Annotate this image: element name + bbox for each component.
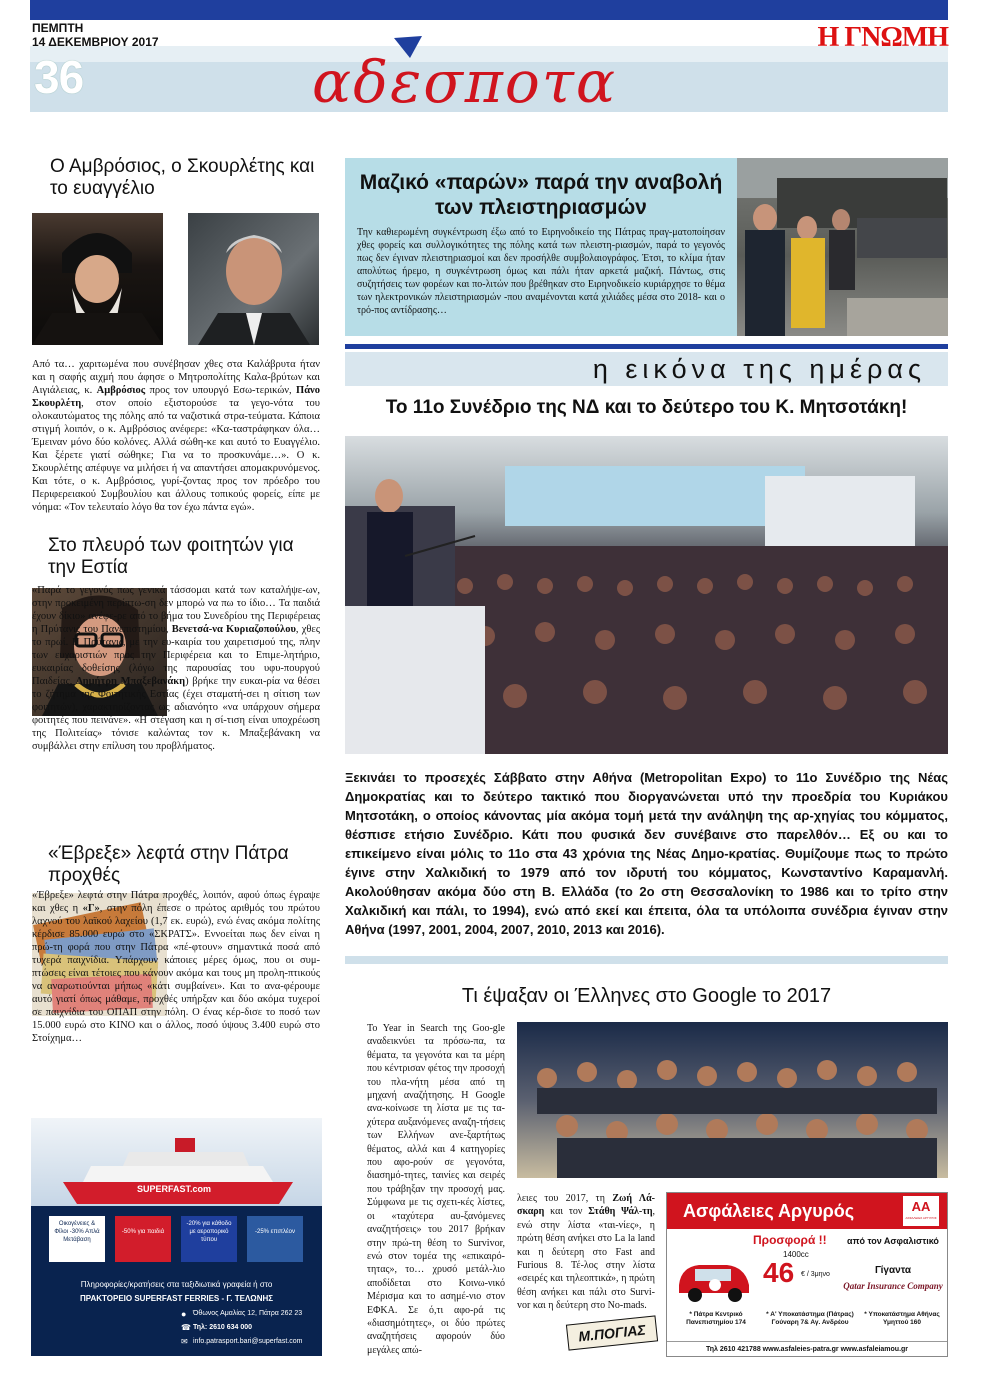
insurance-price: 46 [763, 1257, 795, 1288]
pleistiriasmoi-title: Μαζικό «παρών» παρά την αναβολή των πλειστηριασμών [359, 171, 723, 219]
picture-of-day-title: Το 11ο Συνέδριο της ΝΔ και το δεύτερο του Κ. Μητσοτάκη! [385, 397, 908, 418]
page-number: 36 [34, 51, 84, 103]
insurance-branch-1: * Πάτρα Κεντρικό Πανεπιστημίου 174 [686, 1311, 746, 1326]
email-icon: ✉ [181, 1337, 188, 1346]
photo-survivor [517, 1022, 948, 1178]
superfast-address: Όθωνος Αμαλίας 12, Πάτρα 262 23 [193, 1310, 303, 1317]
insurance-footer[interactable]: Τηλ 2610 421788 www.asfaleies-patra.gr www.asfaleiamou.gr [667, 1341, 947, 1356]
rule-under-top [345, 344, 948, 349]
superfast-brand: SUPERFAST.com [137, 1184, 212, 1194]
insurance-company: Qatar Insurance Company [843, 1281, 943, 1291]
newspaper-logo: Η ΓΝΩΜΗ [817, 22, 948, 53]
picture-of-day-label [345, 352, 948, 386]
lefta-body: «Έβρεξε» λεφτά στην Πάτρα προχθές, λοιπόν, αφού όπως έγραψε και χθες η «Γ», στην πόλη έπεσε ο πρώτος αριθμός του πρώτου λαχνού του λαϊκού λαχείου (1,7 εκ. ευρώ), ενώ ένας ακόμα πολίτης κέρδισε 85.000 ευρώ στο «ΣΚΡΑΤΣ». Εννοείται πως δεν είναι η πρώ-τη φορά που στην Πάτρα «πέ-φτουν» σημαντικά ποσά από τυχερά παιχνίδια. Υπάρχουν κάποιες μέρες όμως, που οι συμ-πτώσεις είναι τέτοιες που κάνουν ακόμα και τους μη προλη-πτικούς να αναρωτιούνται μήπως «κάτι συμβαίνει». Και το ανα-φέρουμε αυτό γιατί όπως μάθαμε, προχθές υπήρξαν και δύο ακόμα τυχεροί σε παιχνίδια του ΟΠΑΠ στην πόλη. Ο ένας κέρ-δισε το ποσό των 15.000 ευρώ στο ΚΙΝΟ και ο άλλος, ποσό ύψους 3.400 ευρώ στο Στοίχημα… [32, 890, 320, 1044]
phone-icon: ☎ [181, 1323, 191, 1332]
ferry-ship-icon [43, 1132, 311, 1212]
location-pin-icon: ● [181, 1309, 187, 1319]
insurance-from: από τον Ασφαλιστικό [847, 1236, 939, 1246]
insurance-header [667, 1193, 947, 1229]
section-title: αδεσποτα [312, 48, 618, 116]
picture-of-day-label-text: η εικόνα της ημέρας [592, 354, 926, 384]
superfast-ad[interactable] [31, 1118, 322, 1356]
insurance-logo-mark: ΑΑ [911, 1199, 931, 1214]
superfast-offer-1: Οικογένειες & Φίλοι -30% Απλά Μετάβαση [49, 1216, 105, 1262]
insurance-giant: Γίγαντα [874, 1265, 912, 1276]
survivor-group-icon [517, 1022, 948, 1178]
signature-stamp: Μ.ΠΟΓΙΑΣ [566, 1315, 658, 1350]
insurance-logo-sub: ΑΣΦΑΛΕΙΕΣ ΑΡΓΥΡΟΣ [905, 1216, 937, 1220]
foitites-title: Στο πλευρό των φοιτητών για την Εστία [48, 535, 294, 578]
pleistiriasmoi-body: Την καθιερωμένη συγκέντρωση έξω από το Ειρηνοδικείο της Πάτρας πραγ-ματοποίησαν χθες φορείς και συλλογικότητες της πόλης κατά των πλειστη-ριασμών, παρά το γεγονός πως δεν έγιναν πλειστηριασμοί και δεν προσήλθε συμβολαιογράφος. Έτσι, το κλίμα ήταν απολύτως ήρεμο, η συγκέντρωση όμως και πάλι ήταν αρκετά μαζική. Πάντως, στις συζητήσεις των φορέων και πο-λιτών που βρέθηκαν στο Ειρηνοδικείο κυριάρχησε το θέμα των ηλεκτρονικών πλειστηριασμών -που αναμένονται κατά χιλιάδες μέσα στο 2018- και ο τρό-πος αντίδρασης… [357, 227, 725, 316]
insurance-branch-3: * Υποκατάστημα Αθήνας Υμηττού 160 [864, 1311, 940, 1326]
lefta-title: «Έβρεξε» λεφτά στην Πάτρα προχθές [48, 843, 289, 886]
photo-protest [737, 158, 948, 336]
google-title: Τι έψαξαν οι Έλληνες στο Google το 2017 [461, 985, 832, 1007]
superfast-offer-2: -50% για παιδιά [115, 1216, 171, 1262]
amvrosios-body: Από τα… χαριτωμένα που συνέβησαν χθες στα Καλάβρυτα ήταν και η σαφής αιχμή που άφησε ο Μητροπολίτης Καλα-βρύτων και Αιγιάλειας, κ. Αμβρόσιος προς τον υπουργό Εσω-τερικών, Πάνο Σκουρλέτη, στον οποίο εξιστορούσε τα γεγο-νότα του ολοκαυτώματος της πόλης από τα ναζιστικά στρα-τεύματα. Κάποια στιγμή λοιπόν, ο κ. Αμβρόσιος ανέφερε: «Κα-ταστράφηκαν όλα… Έμειναν μόνο δύο κολόνες. Αλλά σώθη-κε και αυτό το Ευαγγέλιο. Και ξέρετε γιατί σώθηκε; Για να το προσκυνάμε…». Ο κ. Σκουρλέτης απέφυγε να μιλήσει ή να απαντήσει απομακρυνόμενος. Και τότε, ο κ. Αμβρόσιος, γυρί-ζοντας προς τον πρόεδρο του Περιφερειακού Συμβουλίου και άλλους τοπικούς φορείς, είπε με νόημα: «Τον τελευταίο λόγο θα τον έχω πάντα εγώ». [32, 359, 320, 513]
picture-of-day-body: Ξεκινάει το προσεχές Σάββατο στην Αθήνα (Metropolitan Expo) το 11ο Συνέδριο της Νέας Δημοκρατίας και το δεύτερο τακτικό που διοργανώνεται υπό την προεδρία του Κυριάκου Μητσοτάκη, ο οποίος κάνοντας μία ακόμα τομή μετά την ανάληψη της αρ-χηγίας του κόμματος, θέσπισε ετήσιο Συνέδριο. Κάτι που φυσικά δεν συνέβαινε στο παρελθόν… Εξ ου και το επικείμενο είναι μόλις το 11ο στα 43 χρόνια της Νέας Δημο-κρατίας. Θυμίζουμε πως το πρώτο έγινε στην Χαλκιδική το 1979 από τον ιδρυτή του κόμματος, Κωνσταντίνο Καραμανλή. Ακολούθησαν ακόμα δύο στη Β. Ελλάδα (το 2ο στη Θεσσαλονίκη το 1986 και το τρίτο στην Χαλκιδική και πάλι, το 1994), ενώ από εκεί και έπειτα, όλα τα υπόλοιπα συνέδρια έγιναν στην Αθήνα (1997, 2001, 2004, 2007, 2010, 2013 και 2016). [345, 770, 948, 937]
red-car-icon [673, 1251, 755, 1303]
photo-congress [345, 436, 948, 754]
rule-under-picture [345, 956, 948, 964]
header-day: ΠΕΜΠΤΗ [32, 21, 84, 35]
insurance-title: Ασφάλειες Αργυρός [683, 1201, 855, 1221]
superfast-offer-3: -20% για κάθοδο με αεροπορικό τύπου [181, 1216, 237, 1262]
superfast-phone: Τηλ: 2610 634 000 [193, 1324, 253, 1331]
header-date: 14 ΔΕΚΕΜΒΡΙΟΥ 2017 [32, 35, 159, 49]
superfast-email[interactable]: info.patrasport.bari@superfast.com [193, 1338, 303, 1345]
page-header [30, 20, 948, 116]
insurance-logo [903, 1196, 939, 1226]
google-body-right: λειες του 2017, τη Ζωή Λά-σκαρη και τον Στάθη Ψάλ-τη, ενώ στην λίστα «ται-νίες», η πρώτη θέση ανήκει στο La la land και η δεύτερη στο Fast and Furious 8. Τέ-λος στην λίστα «σειρές και τηλεοπτικά», η πρώτη θέση ανήκει και πάλι στο Survi-vor και η δεύτερη στο No-mads. [517, 1193, 655, 1312]
insurance-branch-2: * Α' Υποκατάστημα (Πάτρας) Γούναρη 7& Αγ. Ανδρέου [766, 1311, 854, 1326]
foitites-body: «Παρά το γεγονός πως γενικά τάσσομαι κατά των καταλήψε-ων, στην προκειμένη περίπτω-ση δεν μπορώ να πω το ίδιο… Τα παιδιά έχουν δίκιο» ανέφε-ρε από το βήμα του Συνεδρίου της Περιφέρειας η Πρύτανις του Πανεπιστημίου, Βενετσά-να Κυριαζοπούλου, χθες το πρωί. Η Πρύτανις, με την ευ-καιρία του χαιρετισμού της, πλην των ευχαριστιών προς την Περιφέρεια και το Επιμε-λητήριο, ευκαιρίας δοθείσης (λόγω της παρουσίας του υφυ-πουργού Παιδείας, Δημήτρη Μπαξεβανάκη) βρήκε την ευκαι-ρία να θέσει το ζήτημα της Φοιτητικής Εστίας (έχει σταματή-σει η σίτιση των φοιτητών), χαρακτηρίζοντας ως αδιανόητο «να υπάρχουν σήμερα φοιτητές που πεινάνε». «Η στέγαση και η σί-τιση είναι υποχρέωση της Πολιτείας» τόνισε καλώντας τον κ. Μπαξεβάνακη να συμβάλλει στην επίλυση του προβλήματος. [32, 585, 320, 752]
politician-figure-icon [188, 213, 319, 345]
superfast-agency: ΠΡΑΚΤΟΡΕΙΟ SUPERFAST FERRIES - Γ. ΤΕΛΩΝΗΣ [79, 1294, 274, 1303]
crowd-figures-icon [737, 158, 948, 336]
priest-figure-icon [32, 213, 163, 345]
photo-amvrosios [32, 213, 163, 345]
superfast-info: Πληροφορίες/κρατήσεις στα ταξιδιωτικά γραφεία ή στο [80, 1280, 273, 1289]
photo-skourletis [188, 213, 319, 345]
insurance-cc: 1400cc [783, 1250, 809, 1259]
top-color-bar [30, 0, 948, 20]
insurance-price-unit: € / 3μηνο [801, 1271, 830, 1278]
congress-crowd-icon [345, 436, 948, 754]
google-body-left: To Year in Search της Goo-gle αναδεικνύει τα πρόσω-πα, τα θέματα, τα γεγονότα και τα μέρη που κέντρισαν φέτος την προσοχή του πλα-νήτη μέσα από τη μηχανή αναζήτησης. Η Google ανα-κοίνωσε τη λίστα με τις τα-χύτερα αυξανόμενες αναζη-τήσεις των Ελλήνων ανε-ξαρτήτως θέματος, αλλά και 4 κατηγορίες που αφο-ρούν σε γεγονότα, διασημό-τητες, ταινίες και σειρές που τράβηξαν την προσοχή μας. Σύμφωνα με τις σχετι-κές λίστες, οι «ταχύτερα αυ-ξανόμενες αναζητήσεις» του 2017 βρήκαν στην πρώ-τη θέση το Survivor, ενώ στον τομέα της «επικαιρό-τητας», το… χρυσό μετάλ-λιο αποδίδεται στο Κοινω-νικό Μέρισμα και το ασημέ-νιο στον ΕΦΚΑ. Σε ό,τι αφο-ρά τις «διασημότητες», οι δύο πρώτες αναζητήσεις αφορούν δύο μεγάλες απώ- [367, 1023, 505, 1356]
insurance-ad[interactable] [666, 1192, 948, 1357]
superfast-offer-4: -25% επιπλέον [247, 1216, 303, 1262]
insurance-promo: Προσφορά !! [753, 1233, 827, 1247]
amvrosios-title: Ο Αμβρόσιος, ο Σκουρλέτης και το ευαγγέλιο [50, 156, 315, 199]
pleistiriasmoi-box [345, 158, 737, 336]
